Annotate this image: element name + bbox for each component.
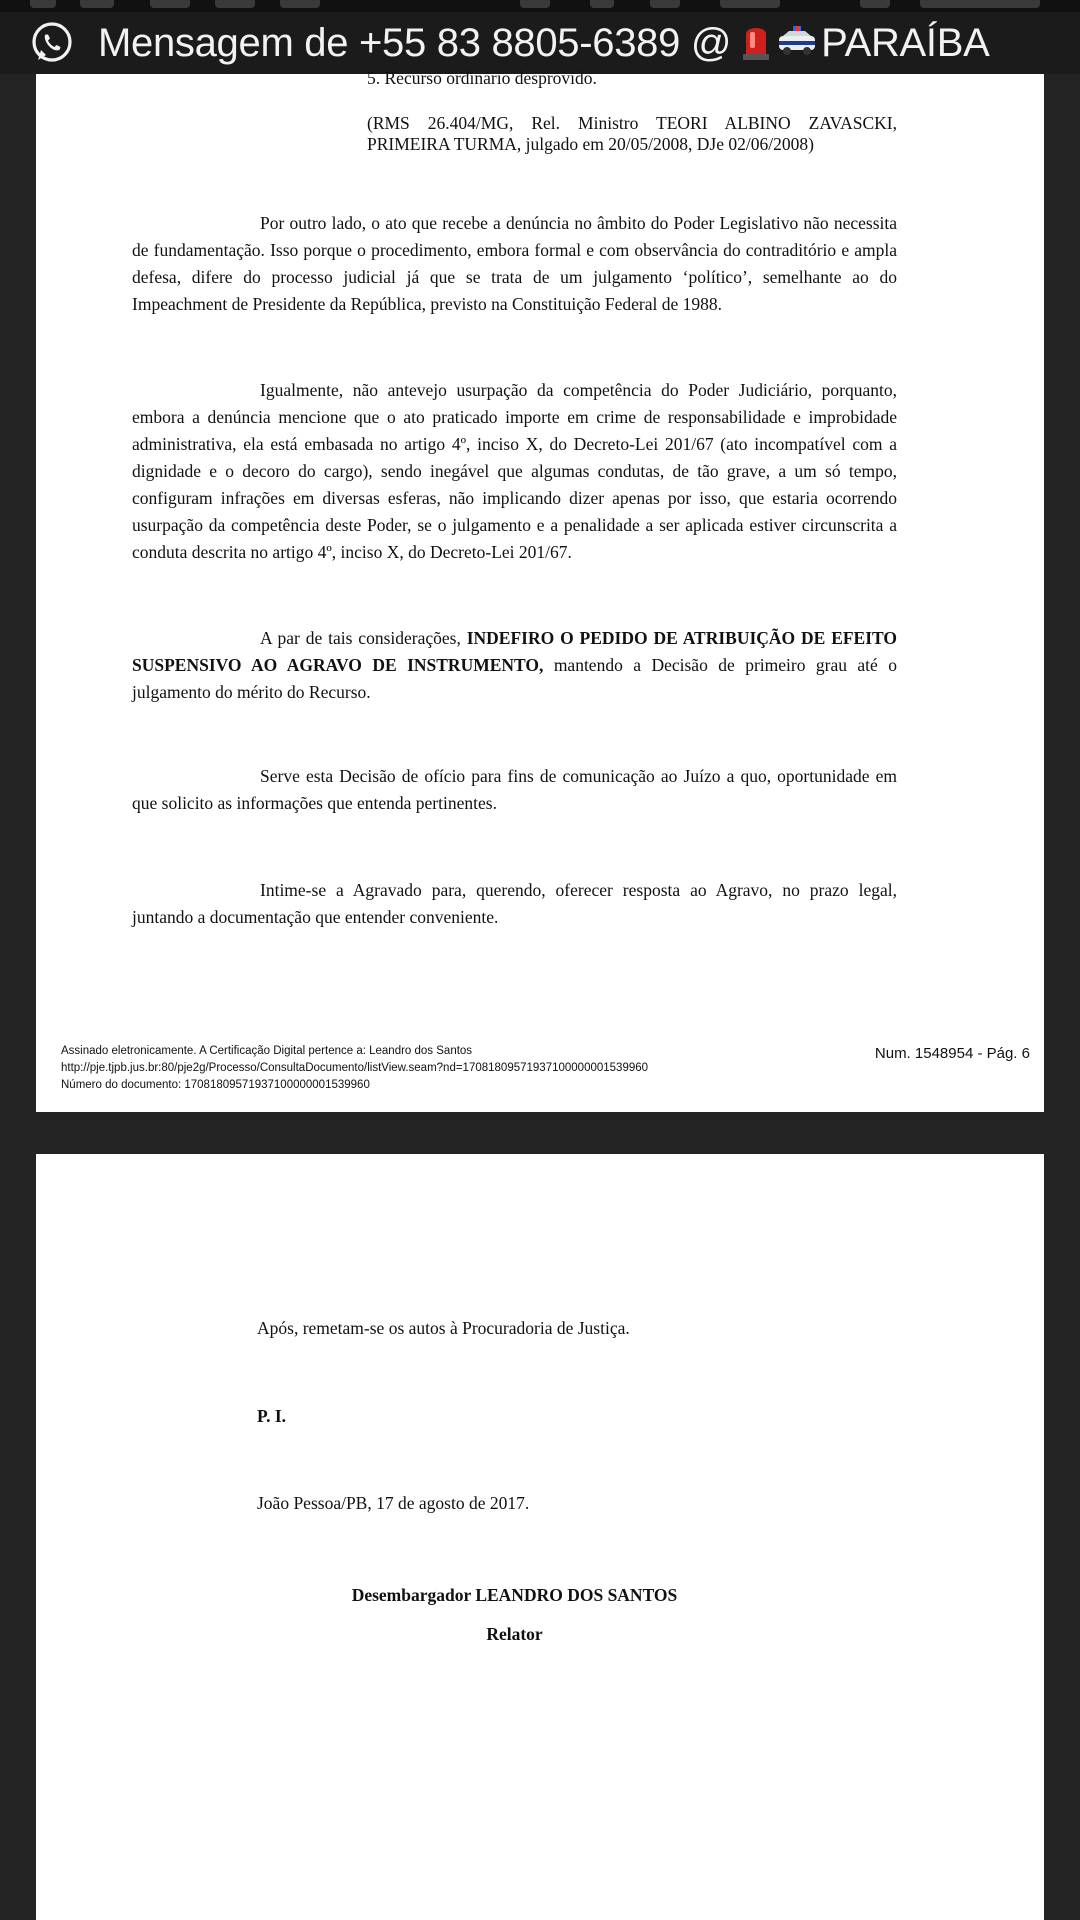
document-page-6	[36, 68, 1044, 1112]
status-bar	[0, 0, 1080, 12]
notification-text	[98, 21, 990, 66]
whatsapp-icon	[28, 19, 76, 67]
paragraph-procuradoria: Após, remetam-se os autos à Procuradoria de Justiça.	[257, 1318, 630, 1338]
paragraph-intime: Intime-se a Agravado para, querendo, oferecer resposta ao Agravo, no prazo legal, juntando a documentação que entender conveniente.	[132, 880, 897, 927]
page-number: Num. 1548954 - Pág. 6	[874, 1045, 1030, 1062]
paragraph-usurpacao: Igualmente, não antevejo usurpação da competência do Poder Judiciário, porquanto, embora a denúncia mencione que o ato praticado importe em crime de responsabilidade e improbidade administrativa, ela está embasada no artigo 4º, inciso X, do Decreto-Lei 201/67 (ato incompatível com a dignidade e o decoro do cargo), sendo inegável que algumas condutas, de tão grave, a um só tempo, configuram infrações em diversas esferas, não implicando dizer apenas por isso, que estaria ocorrendo usurpação da competência deste Poder, se o julgamento e a penalidade a ser aplicada estiver circunscrita a conduta descrita no artigo 4º, inciso X, do Decreto-Lei 201/67.	[132, 380, 897, 562]
publique-intime: P. I.	[257, 1406, 287, 1426]
signer-name: Desembargador LEANDRO DOS SANTOS	[351, 1585, 678, 1605]
police-car-icon	[777, 23, 817, 57]
siren-icon	[741, 22, 771, 60]
signer-role: Relator	[486, 1624, 543, 1644]
decisao-intro: A par de tais considerações,	[260, 628, 461, 648]
list-item-text: 5. Recurso ordinário desprovido.	[367, 68, 597, 88]
paragraph-decisao	[132, 625, 897, 706]
place-date: João Pessoa/PB, 17 de agosto de 2017.	[257, 1493, 530, 1513]
document-page-7	[36, 1154, 1044, 1920]
paragraph-oficio: Serve esta Decisão de ofício para fins de comunicação ao Juízo a quo, oportunidade em que solicito as informações que entenda pertinentes.	[132, 766, 897, 813]
citation-line-1: (RMS 26.404/MG, Rel. Ministro TEORI ALBINO ZAVASCKI,	[367, 113, 897, 133]
notification-location: PARAÍBA	[821, 20, 990, 65]
signature-footer	[61, 1043, 648, 1094]
decisao-bold: INDEFIRO O PEDIDO DE ATRIBUIÇÃO DE EFEITO SUSPENSIVO AO AGRAVO DE INSTRUMENTO,	[132, 628, 898, 675]
footer-url[interactable]: http://pje.tjpb.jus.br:80/pje2g/Processo/ConsultaDocumento/listView.seam?nd=17081809571937100000001539960	[61, 1062, 649, 1074]
footer-docnum: Número do documento: 17081809571937100000001539960	[61, 1079, 370, 1091]
footer-signed: Assinado eletronicamente. A Certificação Digital pertence a: Leandro dos Santos	[61, 1045, 473, 1057]
citation-line-2: PRIMEIRA TURMA, julgado em 20/05/2008, DJe 02/06/2008)	[367, 134, 814, 154]
notification-message: Mensagem de +55 83 8805-6389 @	[98, 20, 732, 65]
paragraph-fundamentacao: Por outro lado, o ato que recebe a denúncia no âmbito do Poder Legislativo não necessita de fundamentação. Isso porque o procedimento, embora formal e com observância do contraditório e ampla defesa, difere do processo judicial já que se trata de um julgamento ‘político’, semelhante ao do Impeachment de Presidente da República, previsto na Constituição Federal de 1988.	[132, 213, 897, 314]
decisao-end: mantendo a Decisão de primeiro grau até o julgamento do mérito do Recurso.	[132, 655, 897, 702]
